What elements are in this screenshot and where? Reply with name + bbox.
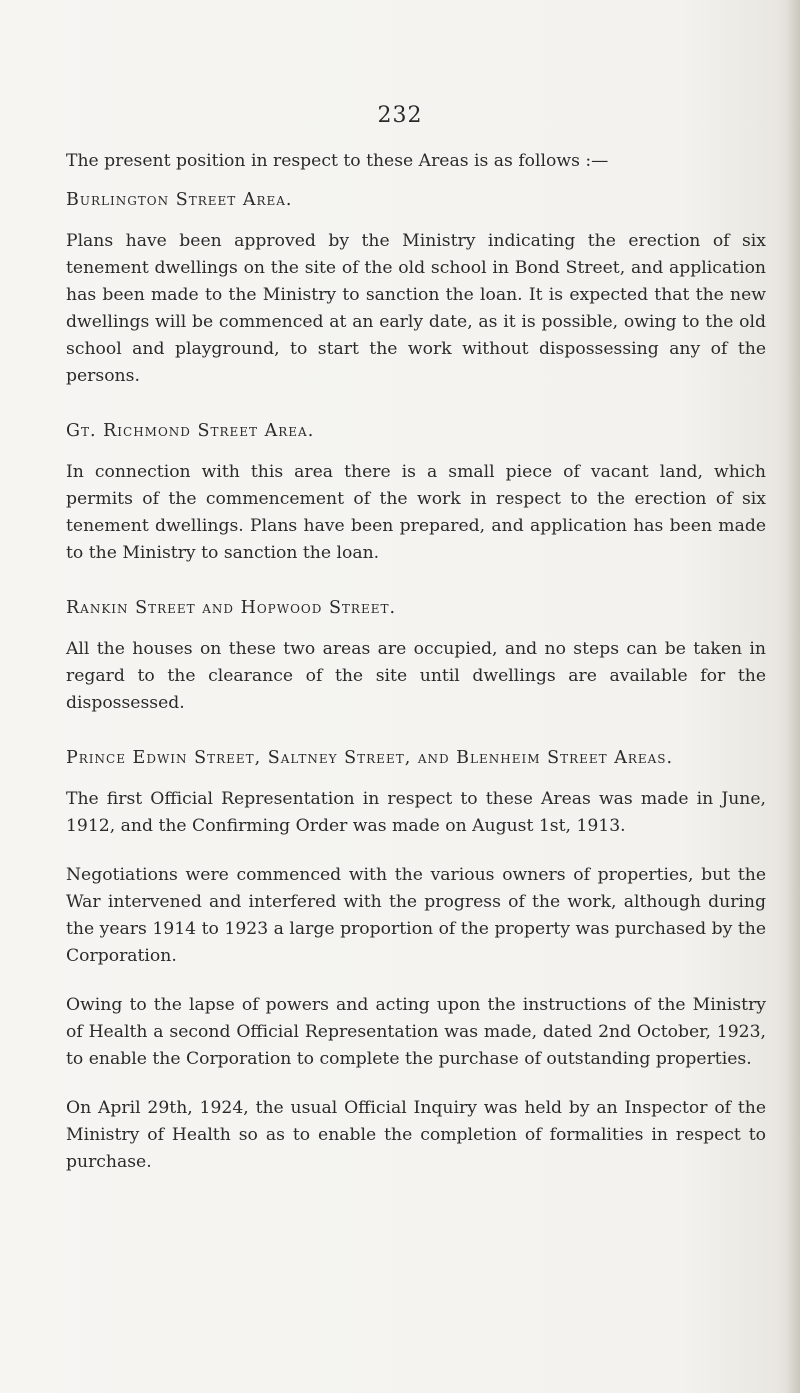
paragraph: Plans have been approved by the Ministry indicating the erection of six tenement dwellings on the site of the old school in Bond Street, and application has been made to the Ministry to sanction the loan. It is expected that the new dwellings will be commenced at an early date, as it is possible, owing to the old school and playground, to start the work without dispossessing any of the persons.	[66, 231, 766, 386]
section-heading-rankin-hopwood: Rankin Street and Hopwood Street.	[66, 598, 397, 618]
paragraph: In connection with this area there is a small piece of vacant land, which permits of the commencement of the work in respect to the erection of six tenement dwellings. Plans have been prepared, and application has been made to the Ministry to sanction the loan.	[66, 462, 766, 563]
paragraph: Owing to the lapse of powers and acting upon the instructions of the Ministry of Health a second Official Representation was made, dated 2nd October, 1923, to enable the Corporation to complete the purchase of outstanding properties.	[66, 995, 766, 1069]
section-heading-prince-edwin: Prince Edwin Street, Saltney Street, and Blenheim Street Areas.	[66, 748, 674, 768]
page-edge-shadow	[786, 0, 800, 1393]
intro-text: The present position in respect to these Areas is as follows :—	[66, 151, 609, 171]
page-number: 232	[377, 103, 423, 128]
page-body	[66, 148, 766, 1176]
paragraph: Negotiations were commenced with the various owners of properties, but the War intervened and interfered with the progress of the work, although during the years 1914 to 1923 a large proportion of the property was purchased by the Corporation.	[66, 865, 766, 966]
paragraph: All the houses on these two areas are occupied, and no steps can be taken in regard to the clearance of the site until dwellings are available for the dispossessed.	[66, 639, 766, 713]
paragraph: The first Official Representation in respect to these Areas was made in June, 1912, and the Confirming Order was made on August 1st, 1913.	[66, 789, 766, 836]
section-heading-burlington: Burlington Street Area.	[66, 190, 293, 210]
section-heading-richmond: Gt. Richmond Street Area.	[66, 421, 315, 441]
paragraph: On April 29th, 1924, the usual Official Inquiry was held by an Inspector of the Ministry of Health so as to enable the completion of formalities in respect to purchase.	[66, 1098, 766, 1172]
